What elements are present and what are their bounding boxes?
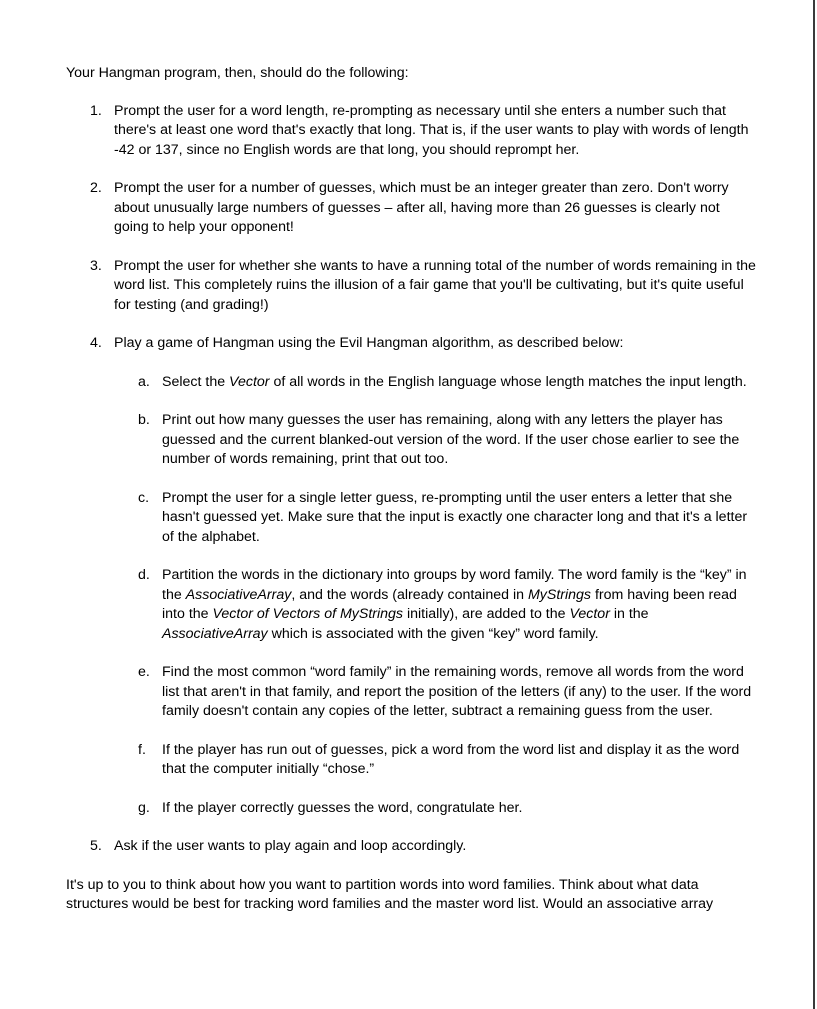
substep-text: Partition the words in the dictionary into groups by word family. The word family is the “key” in the AssociativeArray, and the words (already contained in MyStrings from having been read into the Vector of Vectors of MyStrings initially), are added to the Vector in the AssociativeArray which is associated with the given “key” word family. [162,567,747,642]
step-text: Prompt the user for a number of guesses, which must be an integer greater than zero. Don't worry about unusually large numbers of guesses – after all, having more than 26 guesses is clearly not going to help your opponent! [114,180,729,235]
substep-marker: g. [138,799,150,816]
substep-a [114,373,756,393]
substep-marker: a. [138,373,150,390]
steps-list [66,102,756,857]
step-text: Ask if the user wants to play again and loop accordingly. [114,838,467,854]
step-text: Play a game of Hangman using the Evil Hangman algorithm, as described below: [114,335,624,351]
substep-text: Print out how many guesses the user has remaining, along with any letters the player has guessed and the current blanked-out version of the word. If the user chose earlier to see the number of words remaining, print that out too. [162,412,740,467]
substeps-list [114,373,756,819]
substep-text: If the player has run out of guesses, pick a word from the word list and display it as the word that the computer initially “chose.” [162,741,740,777]
substep-text: Prompt the user for a single letter guess, re-prompting until the user enters a letter that she hasn't guessed yet. Make sure that the input is exactly one character long and that it's a letter of the alphabet. [162,489,748,545]
step-marker: 3. [90,257,102,274]
step-marker: 2. [90,180,102,196]
code-term: Vector [569,606,610,622]
page-edge-border [813,0,815,1009]
step-2 [66,179,756,238]
step-5 [66,837,756,857]
substep-text: If the player correctly guesses the word, congratulate her. [162,799,523,816]
code-term: AssociativeArray [162,625,268,642]
substep-c [114,489,756,548]
substep-marker: e. [138,664,150,680]
substep-b [114,411,756,470]
substep-marker: b. [138,412,150,428]
code-term: Vector of Vectors of MyStrings [212,606,404,622]
substep-marker: f. [138,741,146,758]
intro-paragraph: Your Hangman program, then, should do the following: [66,65,409,81]
code-term: MyStrings [527,586,592,603]
step-3 [66,257,756,316]
document-body [66,64,756,915]
step-marker: 1. [90,102,102,119]
substep-e [114,663,756,722]
step-marker: 4. [90,335,102,351]
step-1 [66,102,756,161]
closing-paragraph: It's up to you to think about how you want to partition words into word families. Think about what data structures would be best for tracking word families and the master word list. Would an associative array [66,876,714,912]
substep-text: Find the most common “word family” in the remaining words, remove all words from the word list that aren't in that family, and report the position of the letters (if any) to the user. If the word family doesn't contain any copies of the letter, subtract a remaining guess from the user. [162,664,752,719]
step-4 [66,334,756,818]
step-marker: 5. [90,838,102,854]
substep-marker: d. [138,567,150,583]
substep-f [114,741,756,780]
step-text: Prompt the user for a word length, re-prompting as necessary until she enters a number such that there's at least one word that's exactly that long. That is, if the user wants to play with words of length -42 or 137, since no English words are that long, you should reprompt her. [114,102,749,158]
substep-marker: c. [138,489,150,506]
step-text: Prompt the user for whether she wants to have a running total of the number of words remaining in the word list. This completely ruins the illusion of a fair game that you'll be cultivating, but it's quite useful for testing (and grading!) [114,257,756,313]
substep-g [114,799,756,819]
substep-text: Select the Vector of all words in the English language whose length matches the input length. [162,373,747,390]
substep-d [114,566,756,644]
code-term: AssociativeArray [185,586,292,603]
code-term: Vector [229,373,270,390]
